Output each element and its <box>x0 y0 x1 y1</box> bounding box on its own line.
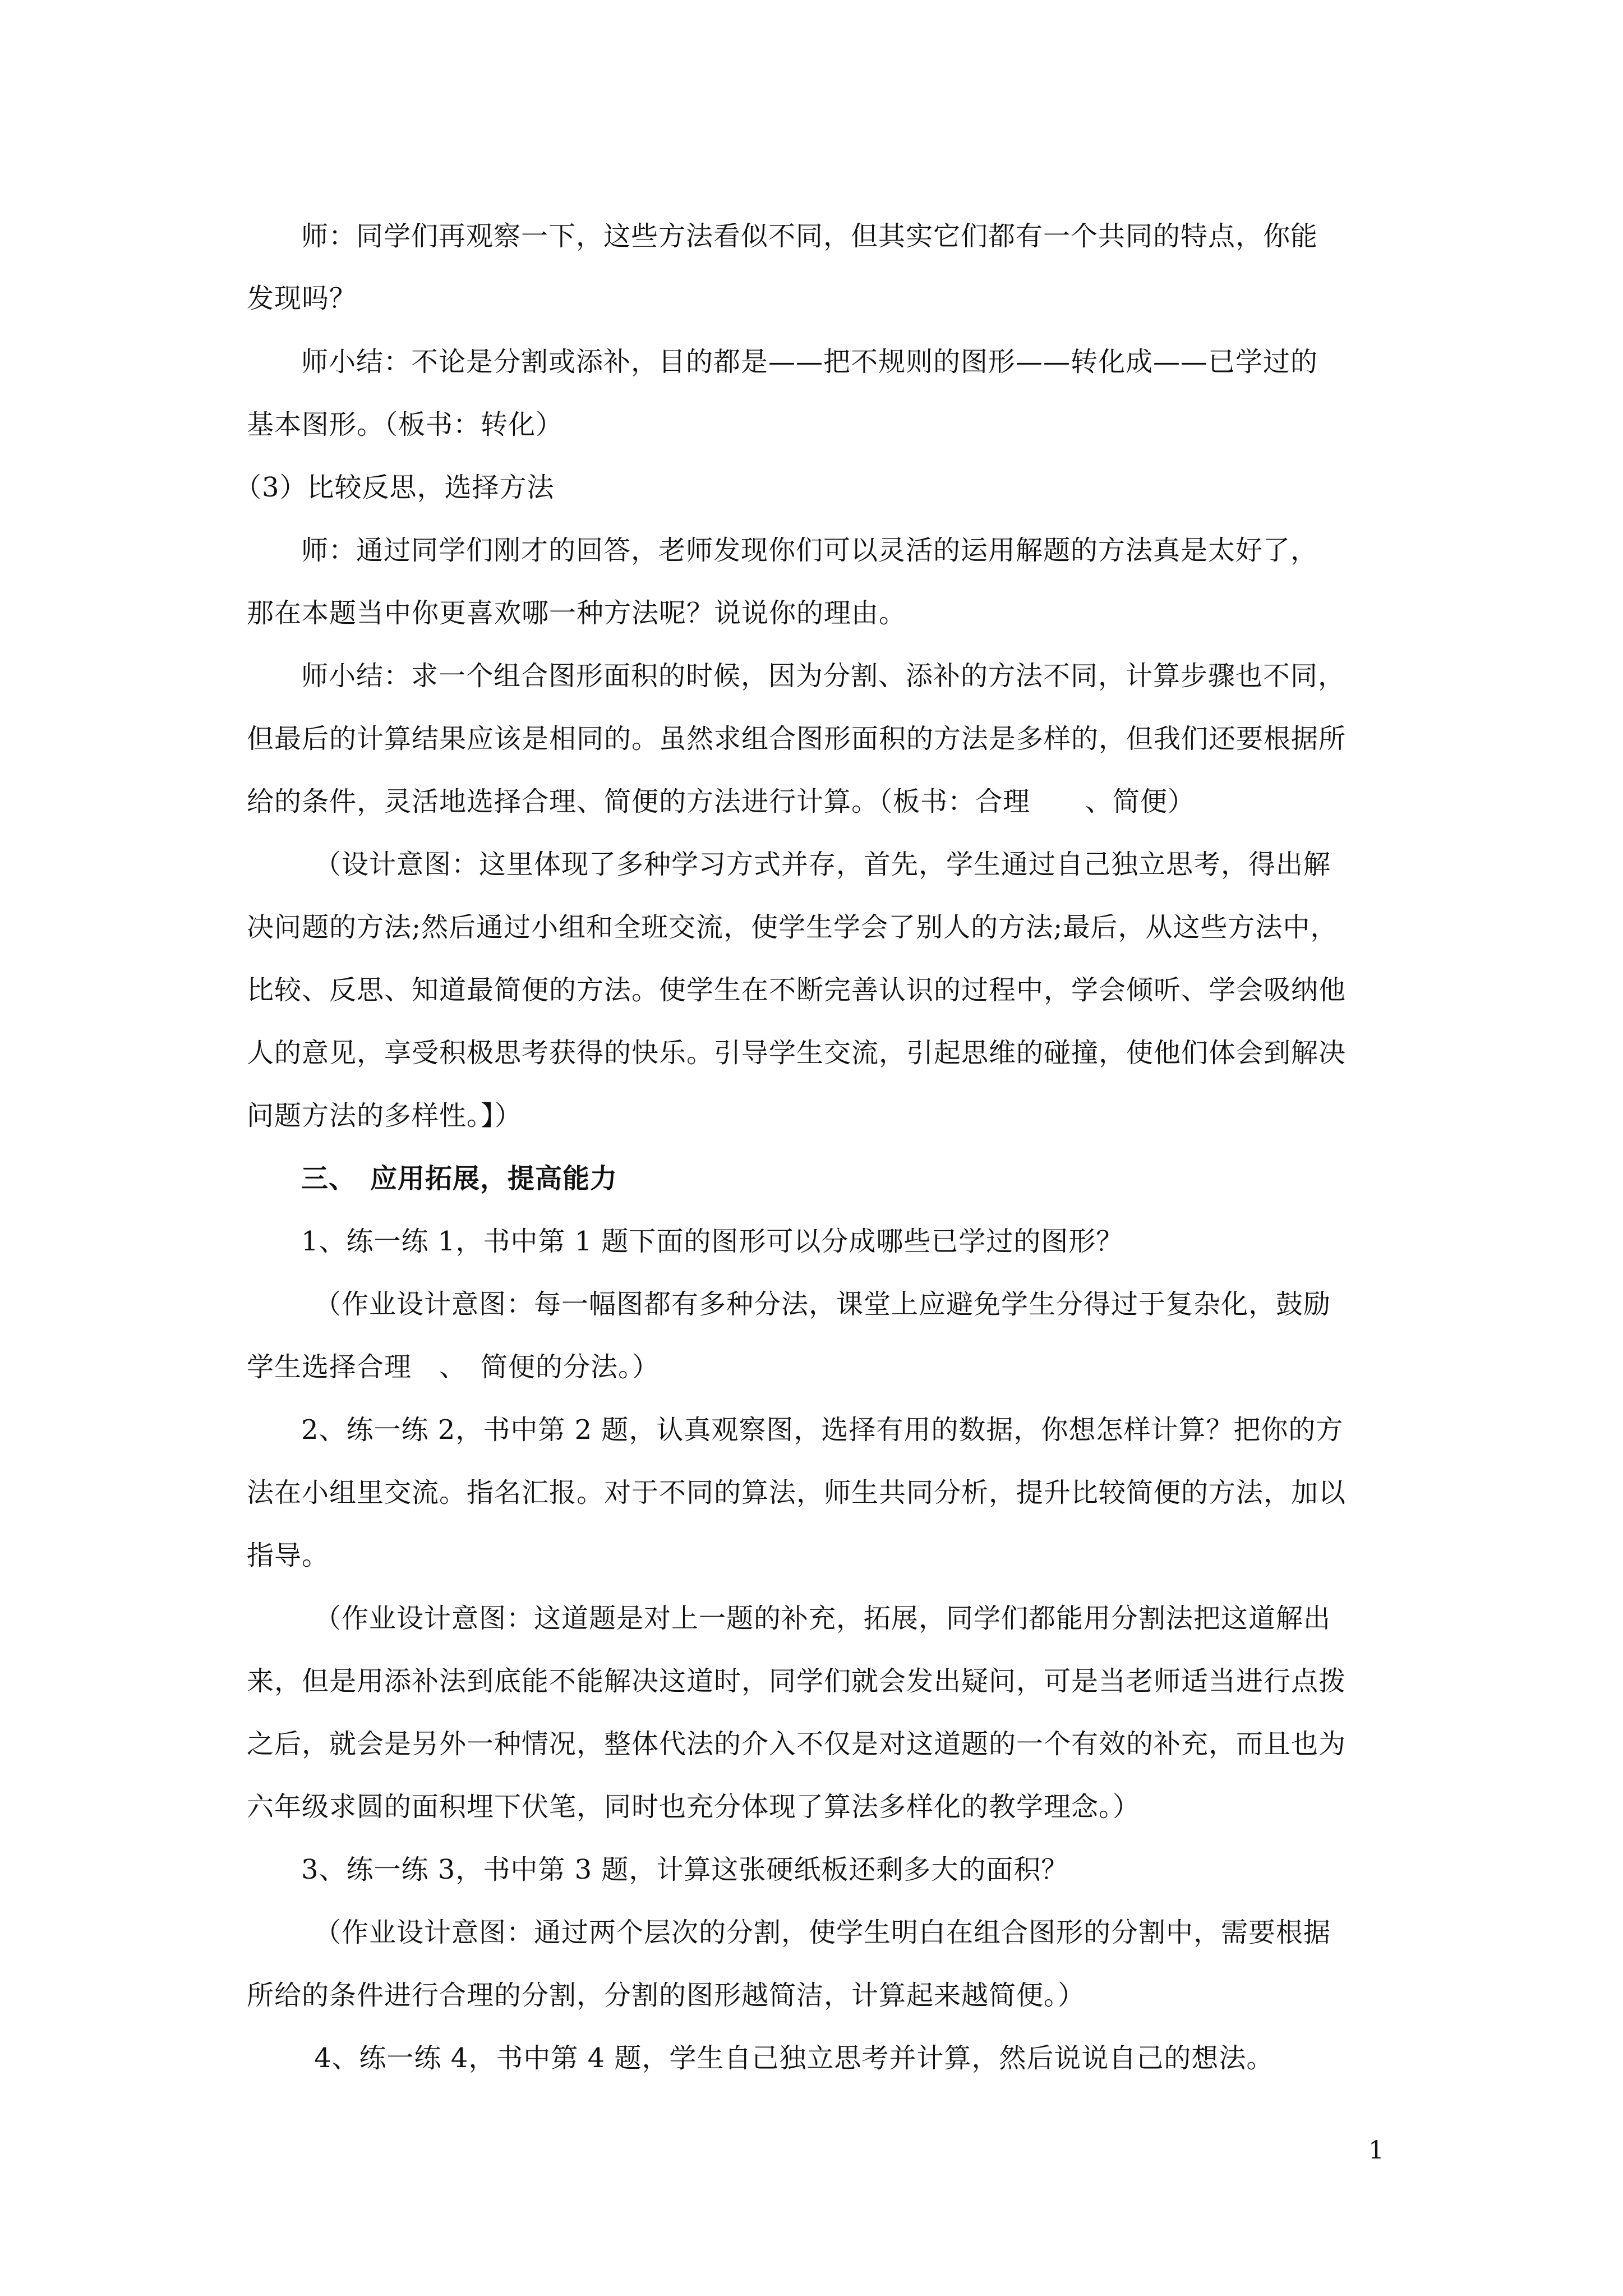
section-heading: 三、 应用拓展，提高能力 <box>301 1163 618 1194</box>
text-line: 比较、反思、知道最简便的方法。使学生在不断完善认识的过程中，学会倾听、学会吸纳他 <box>247 974 1347 1006</box>
text-line: 指导。 <box>247 1540 330 1571</box>
text-line: 师小结：不论是分割或添补，目的都是——把不规则的图形——转化成——已学过的 <box>301 346 1318 378</box>
text-line: 法在小组里交流。指名汇报。对于不同的算法，师生共同分析，提升比较简便的方法，加以 <box>247 1477 1347 1508</box>
text-line: 问题方法的多样性。】） <box>247 1100 523 1131</box>
page-number: 1 <box>1368 2136 1384 2165</box>
text-line: 师小结：求一个组合图形面积的时候，因为分割、添补的方法不同，计算步骤也不同， <box>301 660 1346 692</box>
text-line: 所给的条件进行合理的分割，分割的图形越简洁，计算起来越简便。） <box>247 1980 1086 2011</box>
text-line: 发现吗？ <box>247 283 357 314</box>
text-line: 来，但是用添补法到底能不能解决这道时，同学们就会发出疑问，可是当老师适当进行点拨 <box>247 1665 1347 1697</box>
text-line: 给的条件，灵活地选择合理、简便的方法进行计算。（板书：合理 、简便） <box>247 786 1196 817</box>
text-line: 人的意见，享受积极思考获得的快乐。引导学生交流，引起思维的碰撞，使他们体会到解决 <box>247 1037 1347 1069</box>
text-line: 基本图形。（板书：转化） <box>247 409 564 440</box>
text-line: 师：同学们再观察一下，这些方法看似不同，但其实它们都有一个共同的特点，你能 <box>301 220 1318 252</box>
text-line: 那在本题当中你更喜欢哪一种方法呢？说说你的理由。 <box>247 597 907 629</box>
text-line: （作业设计意图：每一幅图都有多种分法，课堂上应避免学生分得过于复杂化，鼓励 <box>314 1289 1331 1320</box>
text-line: 之后，就会是另外一种情况，整体代法的介入不仅是对这道题的一个有效的补充，而且也为 <box>247 1728 1347 1760</box>
text-line: （设计意图：这里体现了多种学习方式并存，首先，学生通过自己独立思考，得出解 <box>314 849 1331 880</box>
text-line: 3、练一练 3，书中第 3 题，计算这张硬纸板还剩多大的面积？ <box>301 1854 1069 1885</box>
text-line: 决问题的方法;然后通过小组和全班交流，使学生学会了别人的方法;最后，从这些方法中， <box>247 912 1338 943</box>
text-line: 师：通过同学们刚才的回答，老师发现你们可以灵活的运用解题的方法真是太好了， <box>301 535 1318 566</box>
text-line: 六年级求圆的面积埋下伏笔，同时也充分体现了算法多样化的教学理念。） <box>247 1791 1141 1823</box>
text-line: 但最后的计算结果应该是相同的。虽然求组合图形面积的方法是多样的，但我们还要根据所 <box>247 723 1347 754</box>
text-line: 1、练一练 1，书中第 1 题下面的图形可以分成哪些已学过的图形？ <box>301 1226 1124 1257</box>
text-line: 学生选择合理 、 简便的分法。） <box>247 1351 660 1383</box>
section-heading: （3）比较反思，选择方法 <box>234 472 555 503</box>
text-line: （作业设计意图：通过两个层次的分割，使学生明白在组合图形的分割中，需要根据 <box>314 1917 1331 1948</box>
text-line: 2、练一练 2，书中第 2 题，认真观察图，选择有用的数据，你想怎样计算？把你的方 <box>301 1414 1344 1446</box>
text-line: （作业设计意图：这道题是对上一题的补充，拓展，同学们都能用分割法把这道解出 <box>314 1603 1331 1634</box>
text-line: 4、练一练 4，书中第 4 题，学生自己独立思考并计算，然后说说自己的想法。 <box>314 2042 1274 2074</box>
